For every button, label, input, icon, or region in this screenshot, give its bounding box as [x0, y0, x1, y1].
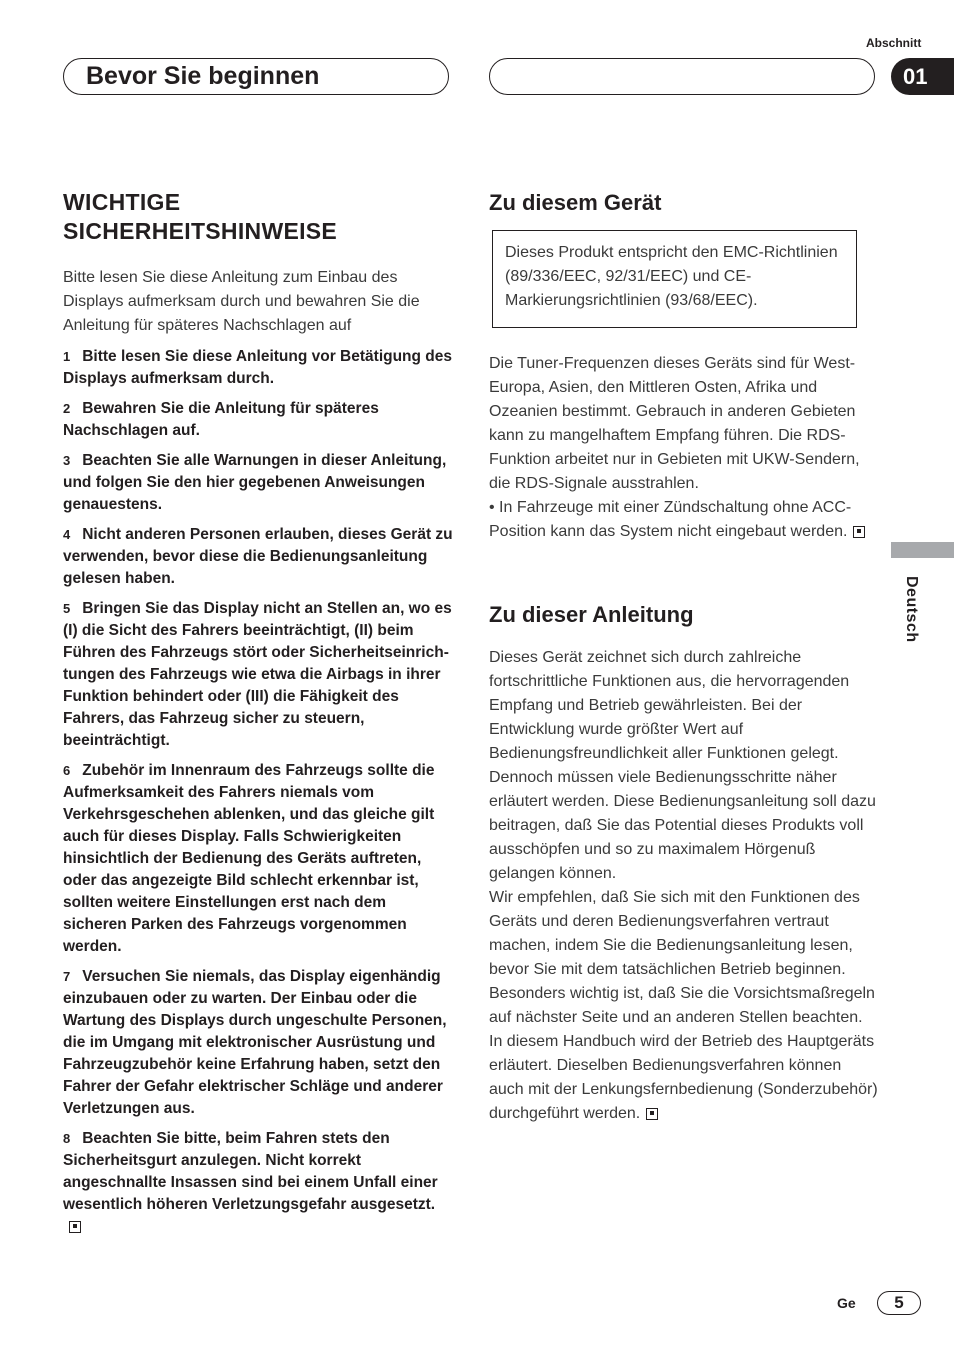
- safety-item: 3 Beachten Sie alle Warnungen in dieser Anleitung, und folgen Sie den hier gegebenen Anweisungen genauestens.: [63, 452, 447, 513]
- safety-heading: WICHTIGE SICHERHEITSHINWEISE: [63, 189, 338, 244]
- acc-note: • In Fahrzeuge mit einer Zündschaltung ohne ACC-Position kann das System nicht eingebaut werden.: [489, 496, 879, 544]
- language-label: Deutsch: [903, 576, 920, 643]
- chapter-subtitle-bar: [489, 58, 875, 95]
- safety-item: 1 Bitte lesen Sie diese Anleitung vor Betätigung des Displays aufmerksam durch.: [63, 348, 453, 387]
- chapter-title-bar: [63, 58, 449, 95]
- safety-item: 6 Zubehör im Innenraum des Fahrzeugs sollte die Aufmerksamkeit des Fahrers niemals vom Verkehrsgeschehen ablenken, und das gleiche gilt auch für dieses Display. Falls Schwierigkeiten hinsichtlich der Bedienung des Geräts auftreten, oder das angezeigte Bild schlecht erkennbar ist, sollten weitere Einstellungen erst nach dem sicheren Parken des Fahrzeugs vorgenommen werden.: [63, 762, 435, 955]
- language-tab: [891, 542, 954, 558]
- compliance-text: Dieses Produkt entspricht den EMC-Richtlinien (89/336/EEC, 92/31/EEC) und CE-Markierungsrichtlinien (93/68/EEC).: [505, 244, 838, 309]
- section-label: Abschnitt: [866, 36, 922, 50]
- language-code: Ge: [837, 1295, 856, 1311]
- device-heading: Zu diesem Gerät: [489, 190, 662, 215]
- manual-paragraph-3: In diesem Handbuch wird der Betrieb des Hauptgeräts erläutert. Dieselben Bedienungsverfahren können auch mit der Lenkungsfernbedienung (Sonderzubehör) durchgeführt werden.: [489, 1033, 878, 1122]
- tuner-paragraph: Die Tuner-Frequenzen dieses Geräts sind für West-Europa, Asien, den Mittleren Osten, Afrika und Ozeanien bestimmt. Gebrauch in anderen Gebieten kann zu mangelhaftem Empfang führen. Die RDS-Funktion arbeitet nur in Gebieten mit UKW-Sendern, die RDS-Signale ausstrahlen.: [489, 355, 860, 492]
- manual-paragraph-2: Wir empfehlen, daß Sie sich mit den Funktionen des Geräts und deren Bedienungsverfahren vertraut machen, indem Sie die Bedienungsanleitung lesen, bevor Sie mit dem tatsächlichen Betrieb beginnen. Besonders wichtig ist, daß Sie die Vorsichtsmaßregeln auf nächster Seite und an anderen Stellen beachten.: [489, 889, 875, 1026]
- safety-item: 5 Bringen Sie das Display nicht an Stellen an, wo es (I) die Sicht des Fahrers beeinträchtigt, (II) beim Führen des Fahrzeugs stört oder Sicherheitseinrich-tungen des Fahrzeugs wie etwa die Airbags in ihrer Funktion behindert oder (III) die Fähigkeit des Fahrers, das Fahrzeug sicher zu steuern, beeinträchtigt.: [63, 600, 452, 749]
- section-number-badge: 01: [891, 58, 954, 95]
- left-column: [63, 188, 453, 1246]
- safety-item: 4 Nicht anderen Personen erlauben, dieses Gerät zu verwenden, bevor diese die Bedienungsanleitung gelesen haben.: [63, 526, 453, 587]
- safety-item: 2 Bewahren Sie die Anleitung für späteres Nachschlagen auf.: [63, 400, 379, 439]
- manual-paragraph-1: Dieses Gerät zeichnet sich durch zahlreiche fortschrittliche Funktionen aus, die hervorragenden Empfang und Betrieb gewährleisten. Bei der Entwicklung wurde größter Wert auf Bedienungsfreundlichkeit aller Funktionen gelegt. Dennoch müssen viele Bedienungsschritte näher erläutert werden. Diese Bedienungsanleitung soll dazu beitragen, daß Sie das Potential dieses Produkts voll ausschöpfen und so zu maximalem Hörgenuß gelangen können.: [489, 649, 876, 882]
- safety-intro: Bitte lesen Sie diese Anleitung zum Einbau des Displays aufmerksam durch und bewahren Sie die Anleitung für späteres Nachschlagen auf: [63, 269, 420, 334]
- end-mark-icon: [69, 1221, 81, 1233]
- end-mark-icon: [646, 1108, 658, 1120]
- manual-heading: Zu dieser Anleitung: [489, 602, 694, 627]
- chapter-title: Bevor Sie beginnen: [86, 62, 320, 90]
- right-column: [489, 188, 879, 1126]
- safety-item: 8 Beachten Sie bitte, beim Fahren stets den Sicherheitsgurt anzulegen. Nicht korrekt angeschnallte Insassen sind bei einem Unfall einer wesentlich höheren Verletzungsgefahr ausgesetzt.: [63, 1128, 453, 1238]
- safety-item: 7 Versuchen Sie niemals, das Display eigenhändig einzubauen oder zu warten. Der Einbau oder die Wartung des Displays durch ungeschulte Personen, die im Umgang mit elektronischer Ausrüstung und Fahrzeugzubehör keine Erfahrung haben, setzt den Fahrer der Gefahr elektrischer Schläge und anderer Verletzungen aus.: [63, 968, 447, 1117]
- compliance-box: [492, 230, 857, 328]
- end-mark-icon: [853, 526, 865, 538]
- page-number: 5: [877, 1291, 921, 1315]
